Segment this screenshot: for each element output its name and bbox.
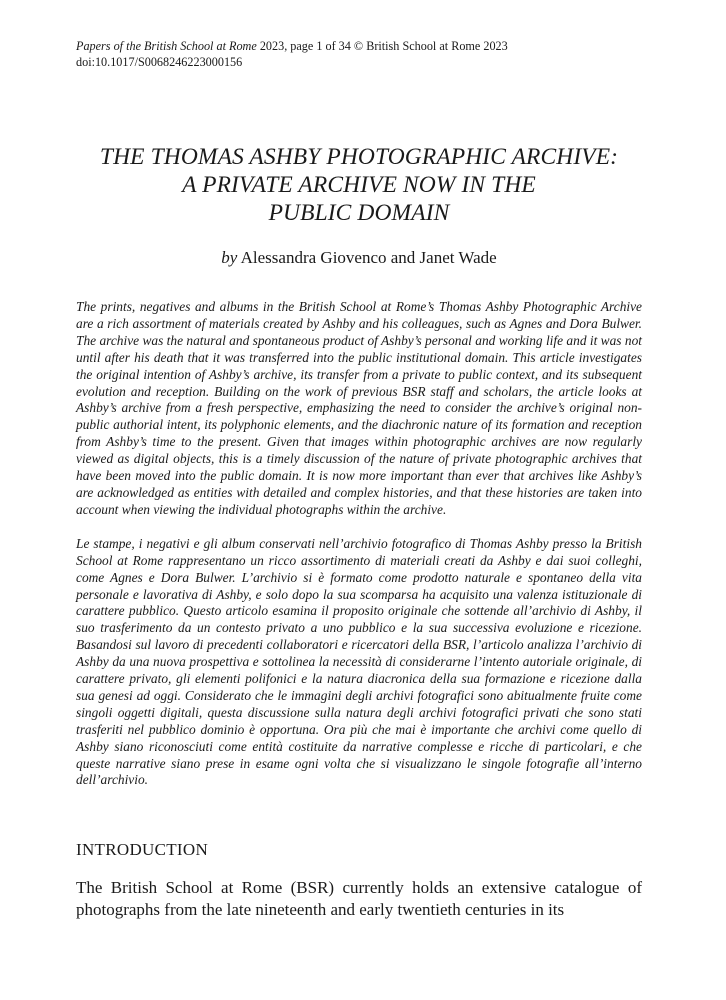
doi-line: doi:10.1017/S0068246223000156 [76,55,243,69]
article-title [76,143,642,227]
byline [76,247,642,269]
introduction-paragraph: The British School at Rome (BSR) currently holds an extensive catalogue of photographs from the late nineteenth and early twentieth centuries in its [76,878,642,919]
title-line: A PRIVATE ARCHIVE NOW IN THE [182,172,536,198]
citation-info: 2023, page 1 of 34 © British School at Rome 2023 [256,39,508,53]
section-heading-introduction: INTRODUCTION [76,840,209,860]
title-line: PUBLIC DOMAIN [268,200,450,226]
abstract-italian: Le stampe, i negativi e gli album conservati nell’archivio fotografico di Thomas Ashby presso la British School at Rome rappresentano un ricco assortimento di materiali creati da Ashby e dai suoi colleghi, come Agnes e Dora Bulwer. L’archivio si è formato come prodotto naturale e spontaneo della vita personale e lavorativa di Ashby, e solo dopo la sua scomparsa ha acquisito una valenza istituzionale di carattere pubblico. Questo articolo esamina il proposito originale che sottende all’archivio di Ashby, il suo trasferimento da un contesto privato a uno pubblico e la sua successiva evoluzione e ricezione. Basandosi sul lavoro di precedenti collaboratori e ricercatori della BSR, l’articolo analizza l’archivio di Ashby da una nuova prospettiva e sottolinea la necessità di considerarne l’intento autoriale originale, di carattere privato, gli elementi polifonici e la natura diacronica della sua formazione e ricezione dalla sua genesi ad oggi. Considerato che le immagini degli archivi fotografici sono abitualmente fruite come singoli oggetti digitali, questa discussione sulla natura degli archivi fotografici privati che sono stati trasferiti nel pubblico dominio è opportuna. Ora più che mai è importante che archivi come quello di Ashby siano riconosciuti come entità costituite da narrative complesse e ricche di particolari, e che queste narrative siano prese in esame ogni volta che si visualizzano le singole fotografie all’interno dell’archivio. [76,535,642,788]
abstract-english: The prints, negatives and albums in the British School at Rome’s Thomas Ashby Photographic Archive are a rich assortment of materials created by Ashby and his colleagues, such as Agnes and Dora Bulwer. The archive was the natural and spontaneous product of Ashby’s personal and working life and it was not until after his death that it was transferred into the public institutional domain. This article investigates the original intention of Ashby’s archive, its transfer from a private to public context, and its subsequent evolution and reception. Building on the work of previous BSR staff and scholars, the article looks at Ashby’s archive from a fresh perspective, emphasizing the need to consider the archive’s original non-public authorial intent, its polyphonic elements, and the diachronic nature of its formation and reception from Ashby’s time to the present. Given that images within photographic archives are now regularly viewed as digital objects, this is a timely discussion of the nature of private photographic archives that have been moved into the public domain. It is now more important than ever that archives like Ashby’s are acknowledged as entities with detailed and complex histories, and that these histories are taken into account when viewing the individual photographs within the archive. [76,299,642,517]
by-label: by [221,248,238,267]
article-page [76,38,642,920]
journal-name: Papers of the British School at Rome [76,39,257,53]
authors: Alessandra Giovenco and Janet Wade [237,248,497,267]
title-line: THE THOMAS ASHBY PHOTOGRAPHIC ARCHIVE: [99,144,619,170]
running-head [76,38,642,54]
